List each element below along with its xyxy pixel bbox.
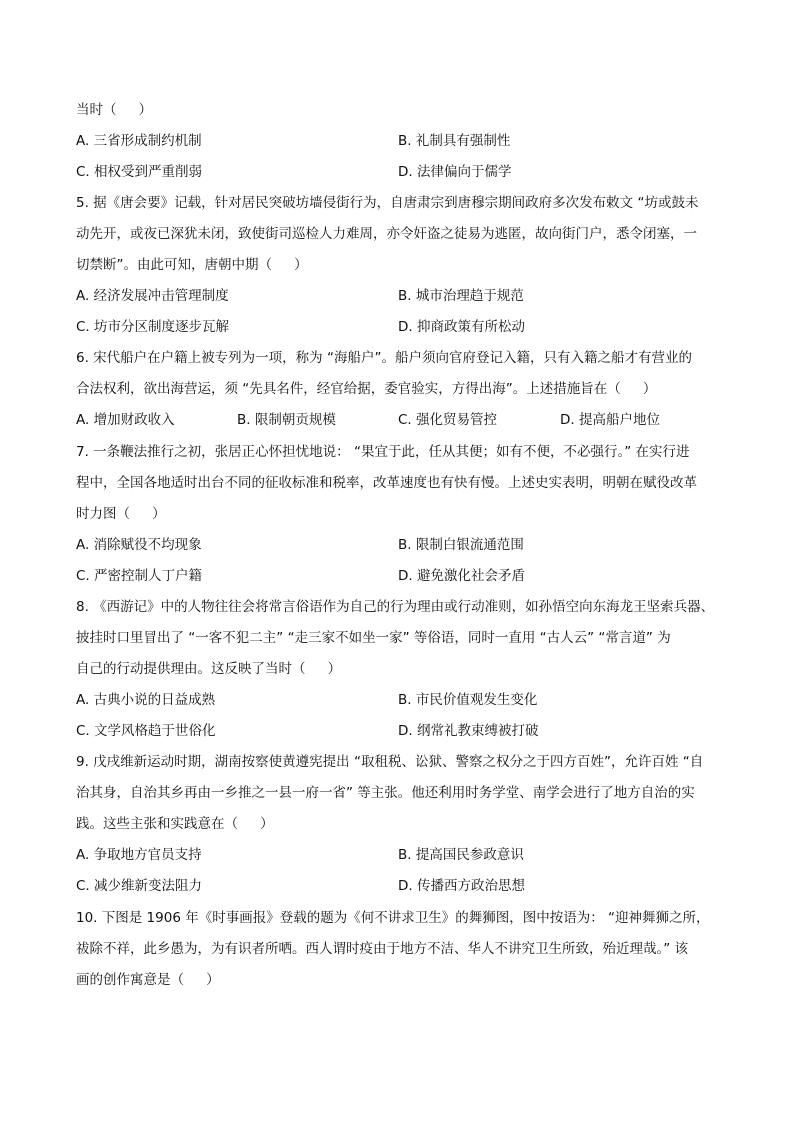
q7-option-c: C. 严密控制人丁户籍 xyxy=(76,568,203,584)
q4-option-b: B. 礼制具有强制性 xyxy=(398,133,511,149)
question-9-line-2: 治其身，自治其乡再由一乡推之一县一府一省” 等主张。他还利用时务学堂、南学会进行了地方自治的实 xyxy=(76,785,695,801)
q8-option-a: A. 古典小说的日益成熟 xyxy=(76,692,216,708)
question-5-line-1: 5. 据《唐会要》记载，针对居民突破坊墙侵街行为，自唐肃宗到唐穆宗期间政府多次发布敕文 “坊或鼓未 xyxy=(76,195,699,211)
question-10-line-1: 10. 下图是 1906 年《时事画报》登载的题为《何不讲求卫生》的舞狮图，图中按语为： “迎神舞狮之所， xyxy=(76,910,710,926)
question-7-line-3: 时力图（ ） xyxy=(76,506,166,522)
q4-option-a: A. 三省形成制约机制 xyxy=(76,133,202,149)
q4-option-c: C. 相权受到严重削弱 xyxy=(76,164,203,180)
q7-option-d: D. 避免激化社会矛盾 xyxy=(398,568,525,584)
q9-option-d: D. 传播西方政治思想 xyxy=(398,878,525,894)
question-4-stem-tail: 当时（ ） xyxy=(76,102,153,118)
question-10-line-3: 画的创作寓意是（ ） xyxy=(76,972,220,988)
q5-option-b: B. 城市治理趋于规范 xyxy=(398,288,524,304)
question-9-line-1: 9. 戊戌维新运动时期，湖南按察使黄遵宪提出 “取租税、讼狱、警察之权分之于四方百姓”，允许百姓 “自 xyxy=(76,754,704,770)
question-7-line-2: 程中，全国各地适时出台不同的征收标准和税率，改革速度也有快有慢。上述史实表明，明朝在赋役改革 xyxy=(76,475,697,491)
question-5-line-2: 动先开，或夜已深犹未闭，致使街司巡检人力难周，亦令奸盗之徒易为逃匿，故向街门户，悉令闭塞，一 xyxy=(76,226,697,242)
q9-option-a: A. 争取地方官员支持 xyxy=(76,847,202,863)
q6-option-b: B. 限制朝贡规模 xyxy=(237,412,336,428)
q9-option-b: B. 提高国民参政意识 xyxy=(398,847,524,863)
q4-option-d: D. 法律偏向于儒学 xyxy=(398,164,512,180)
question-8-line-1: 8. 《西游记》中的人物往往会将常言俗语作为自己的行为理由或行动准则，如孙悟空向东海龙王坚索兵器、 xyxy=(76,599,715,615)
q6-option-a: A. 增加财政收入 xyxy=(76,412,175,428)
question-9-line-3: 践。这些主张和实践意在（ ） xyxy=(76,816,274,832)
q5-option-a: A. 经济发展冲击管理制度 xyxy=(76,288,229,304)
q8-option-d: D. 纲常礼教束缚被打破 xyxy=(398,723,539,739)
q5-option-d: D. 抑商政策有所松动 xyxy=(398,319,525,335)
q8-option-c: C. 文学风格趋于世俗化 xyxy=(76,723,216,739)
question-8-line-3: 自己的行动提供理由。这反映了当时（ ） xyxy=(76,661,342,677)
q5-option-c: C. 坊市分区制度逐步瓦解 xyxy=(76,319,230,335)
q6-option-c: C. 强化贸易管控 xyxy=(398,412,498,428)
q9-option-c: C. 减少维新变法阻力 xyxy=(76,878,203,894)
question-10-line-2: 祓除不祥，此乡愚为，为有识者所哂。西人谓时疫由于地方不洁、华人不讲究卫生所致，殆近理哉。” 该 xyxy=(76,941,689,957)
q6-option-d: D. 提高船户地位 xyxy=(560,412,660,428)
question-5-line-3: 切禁断”。由此可知，唐朝中期（ ） xyxy=(76,257,308,273)
question-7-line-1: 7. 一条鞭法推行之初，张居正心怀担忧地说： “果宜于此，任从其便；如有不便，不必强行。” 在实行进 xyxy=(76,444,690,460)
q7-option-a: A. 消除赋役不均现象 xyxy=(76,537,202,553)
q8-option-b: B. 市民价值观发生变化 xyxy=(398,692,538,708)
question-8-line-2: 披挂时口里冒出了 “一客不犯二主” “走三家不如坐一家” 等俗语，同时一直用 “古人云” “常言道” 为 xyxy=(76,630,671,646)
question-6-line-2: 合法权利，欲出海营运，须 “先具名件，经官给据，委官验实，方得出海”。上述措施旨在（ ） xyxy=(76,381,657,397)
question-6-line-1: 6. 宋代船户在户籍上被专列为一项，称为 “海船户”。船户须向官府登记入籍，只有入籍之船才有营业的 xyxy=(76,350,692,366)
q7-option-b: B. 限制白银流通范围 xyxy=(398,537,524,553)
